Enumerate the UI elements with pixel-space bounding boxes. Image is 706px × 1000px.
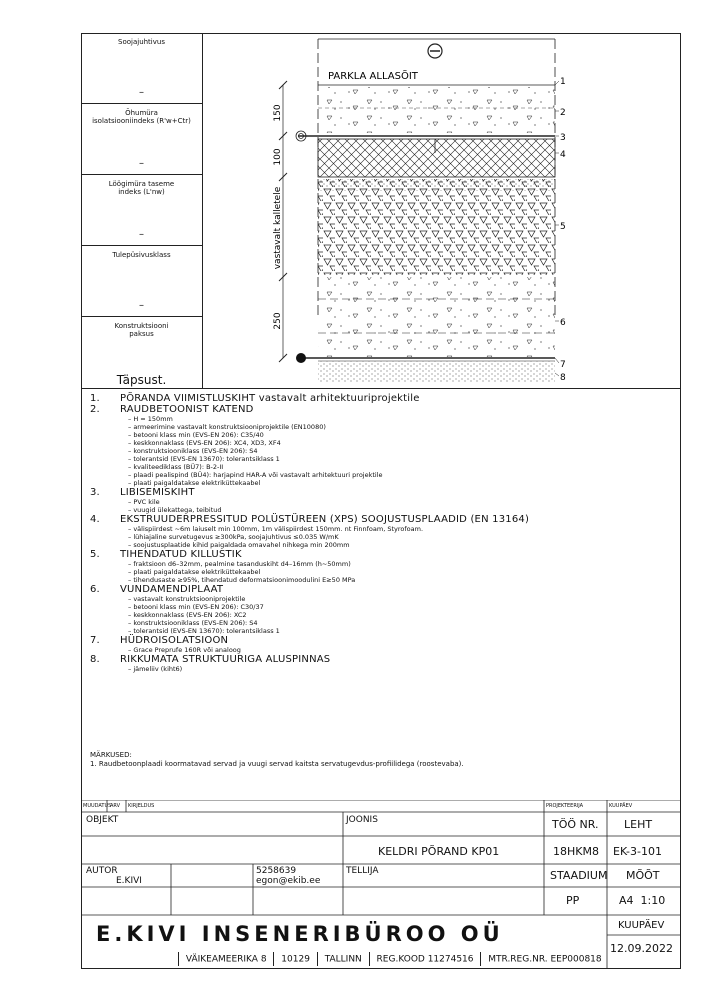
- note-detail: – plaati paigaldatakse elektriküttekaabel: [128, 568, 261, 576]
- phone: 5258639: [256, 866, 297, 876]
- property-cell: [81, 175, 202, 246]
- remarks-title: MÄRKUSED:: [90, 751, 132, 759]
- property-value: –: [139, 87, 144, 98]
- layer-number: 6: [560, 318, 566, 328]
- note-detail: – betooni klass min (EVS-EN 206): C35/40: [128, 431, 264, 439]
- rev-muudatus: MUUDATUS: [83, 803, 112, 809]
- note-number: 4.: [90, 514, 100, 525]
- note-detail: – armeerimine vastavalt konstruktsiooniprojektile (EN10080): [128, 423, 326, 431]
- tapsust-label: Täpsust.: [116, 373, 167, 387]
- property-cell: [81, 317, 202, 388]
- property-cell: [81, 33, 202, 104]
- note-item: [90, 654, 670, 665]
- too-nr-label: TÖÖ NR.: [552, 818, 599, 831]
- note-detail: – betooni klass min (EVS-EN 206): C30/37: [128, 603, 264, 611]
- property-value: –: [139, 300, 144, 311]
- note-detail: – keskkonnaklass (EVS-EN 206): XC4, XD3, XF4: [128, 439, 281, 447]
- email: egon@ekib.ee: [256, 876, 321, 886]
- address-regcode: REG.KOOD 11274516: [376, 954, 474, 965]
- note-number: 3.: [90, 487, 100, 498]
- note-number: 6.: [90, 584, 100, 595]
- layer-notes: [90, 393, 670, 673]
- note-detail: – soojustusplaatide kihid paigaldada omavahel nihkega min 200mm: [128, 541, 350, 549]
- note-title: TIHENDATUD KILLUSTIK: [120, 549, 242, 560]
- company-address: [174, 952, 602, 966]
- staadium-value: PP: [566, 894, 580, 907]
- property-label: Õhumüra isolatsiooniindeks (R'w+Ctr): [92, 109, 191, 125]
- note-detail: – konstruktsiooniklass (EVS-EN 206): S4: [128, 447, 258, 455]
- layer-number: 4: [560, 150, 566, 160]
- note-detail: – vastavalt konstruktsiooniprojektile: [128, 595, 246, 603]
- note-item: [90, 514, 670, 525]
- address-mtr: MTR.REG.NR. EEP000818: [488, 954, 602, 965]
- objekt-label: OBJEKT: [86, 815, 119, 825]
- divider: [81, 388, 681, 389]
- note-title: RIKKUMATA STRUKTUURIGA ALUSPINNAS: [120, 654, 331, 665]
- note-detail: – tihendusaste ≥95%, tihendatud deformatsioonimoodulini E≥50 MPa: [128, 576, 356, 584]
- drawing-title-value: KELDRI PÕRAND KP01: [378, 845, 500, 858]
- staadium-label: STAADIUM: [550, 869, 608, 882]
- note-detail: – jämeliiv (kiht6): [128, 665, 183, 673]
- note-detail: – H = 150mm: [128, 415, 173, 423]
- note-detail: – PVC kile: [128, 498, 160, 506]
- note-number: 7.: [90, 635, 100, 646]
- note-number: 2.: [90, 404, 100, 415]
- address-street: VÄIKEAMEERIKA 8: [185, 954, 267, 965]
- note-detail: – lühiajaline survetugevus ≥300kPa, soojajuhtivus ≤0.035 W/mK: [128, 533, 339, 541]
- property-value: –: [139, 158, 144, 169]
- property-label: Löögimüra taseme indeks (L'nw): [108, 180, 175, 196]
- property-label: Konstruktsiooni paksus: [114, 322, 169, 338]
- rev-projekteerija: PROJEKTEERIJA: [546, 803, 584, 809]
- note-detail: – kvaliteediklass (BÜ7): B-2-II: [128, 463, 224, 471]
- note-detail: – plaadi pealispind (BÜ4): harjapind HAR-A või vastavalt arhitektuuri projektile: [128, 471, 383, 479]
- note-item: [90, 404, 670, 415]
- note-detail: – vuugid ülekattega, teibitud: [128, 506, 222, 514]
- note-detail: – välispiirdest ~6m laiuselt min 100mm, 1m välispiirdest 150mm. nt Finnfoam, Styrofoam.: [128, 525, 424, 533]
- note-number: 8.: [90, 654, 100, 665]
- note-detail: – fraktsioon d6–32mm, pealmine tasanduskiht d4–16mm (h~50mm): [128, 560, 351, 568]
- moot-label: MÕÕT: [626, 869, 660, 882]
- note-title: VUNDAMENDIPLAAT: [120, 584, 224, 595]
- autor-value: E.KIVI: [116, 876, 142, 886]
- rev-arv: ARV: [110, 803, 121, 809]
- layer-number: 7: [560, 360, 566, 370]
- address-city: TALLINN: [324, 954, 362, 965]
- layer-number: 1: [560, 77, 566, 87]
- layer-number: 3: [560, 133, 566, 143]
- layer-number: 8: [560, 373, 566, 383]
- property-cell: [81, 104, 202, 175]
- leht-value: EK-3-101: [613, 845, 662, 858]
- property-label: Soojajuhtivus: [118, 38, 165, 46]
- note-item: [90, 393, 670, 404]
- kuupaev-value: 12.09.2022: [610, 942, 673, 955]
- tellija-label: TELLIJA: [346, 866, 379, 876]
- note-item: [90, 549, 670, 560]
- layer-number: 5: [560, 222, 566, 232]
- note-number: 1.: [90, 393, 100, 404]
- too-nr-value: 18HKM8: [553, 845, 599, 858]
- dimension-slope: vastavalt kalletele: [273, 186, 283, 270]
- note-item: [90, 635, 670, 646]
- note-detail: – Grace Preprufe 160R või analoog: [128, 646, 241, 654]
- property-value: –: [139, 229, 144, 240]
- moot-value: A4 1:10: [619, 894, 666, 907]
- note-item: [90, 584, 670, 595]
- company-name: E.KIVI INSENERIBÜROO OÜ: [96, 922, 504, 946]
- note-title: HÜDROISOLATSIOON: [120, 635, 229, 646]
- note-detail: – tolerantsid (EVS-EN 13670): tolerantsiklass 1: [128, 455, 280, 463]
- note-item: [90, 487, 670, 498]
- remarks: [90, 751, 464, 769]
- note-detail: – plaati paigaldatakse elektriküttekaabel: [128, 479, 261, 487]
- note-detail: – keskkonnaklass (EVS-EN 206): XC2: [128, 611, 247, 619]
- property-label: Tulepüsivusklass: [112, 251, 171, 259]
- note-detail: – konstruktsiooniklass (EVS-EN 206): S4: [128, 619, 258, 627]
- note-detail: – tolerantsid (EVS-EN 13670): tolerantsiklass 1: [128, 627, 280, 635]
- dimension-150: 150: [273, 104, 283, 122]
- layer-number: 2: [560, 108, 566, 118]
- dimension-250: 250: [273, 312, 283, 330]
- note-title: RAUDBETOONIST KATEND: [120, 404, 254, 415]
- drawing-title: PARKLA ALLASÕIT: [328, 71, 418, 82]
- rev-kirjeldus: KIRJELDUS: [128, 803, 155, 809]
- kuupaev-label: KUUPÄEV: [618, 920, 665, 931]
- dimension-100: 100: [273, 148, 283, 166]
- note-title: EKSTRUUDERPRESSITUD POLÜSTÜREEN (XPS) SOOJUSTUSPLAADID (EN 13164): [120, 514, 530, 525]
- address-postcode: 10129: [281, 954, 310, 965]
- note-title: LIBISEMISKIHT: [120, 487, 195, 498]
- remarks-text: 1. Raudbetoonplaadi koormatavad servad ja vuugi servad kaitsta servatugevdus-profiilidega (roostevaba).: [90, 760, 464, 768]
- leht-label: LEHT: [624, 818, 653, 831]
- rev-kuupaev: KUUPÄEV: [609, 803, 633, 809]
- property-cell: [81, 246, 202, 317]
- floor-section-drawing: [203, 33, 681, 388]
- autor-label: AUTOR: [86, 866, 118, 876]
- properties-panel: [81, 33, 203, 388]
- note-title: PÕRANDA VIIMISTLUSKIHT vastavalt arhitektuuriprojektile: [120, 393, 420, 404]
- joonis-label: JOONIS: [346, 815, 378, 825]
- note-number: 5.: [90, 549, 100, 560]
